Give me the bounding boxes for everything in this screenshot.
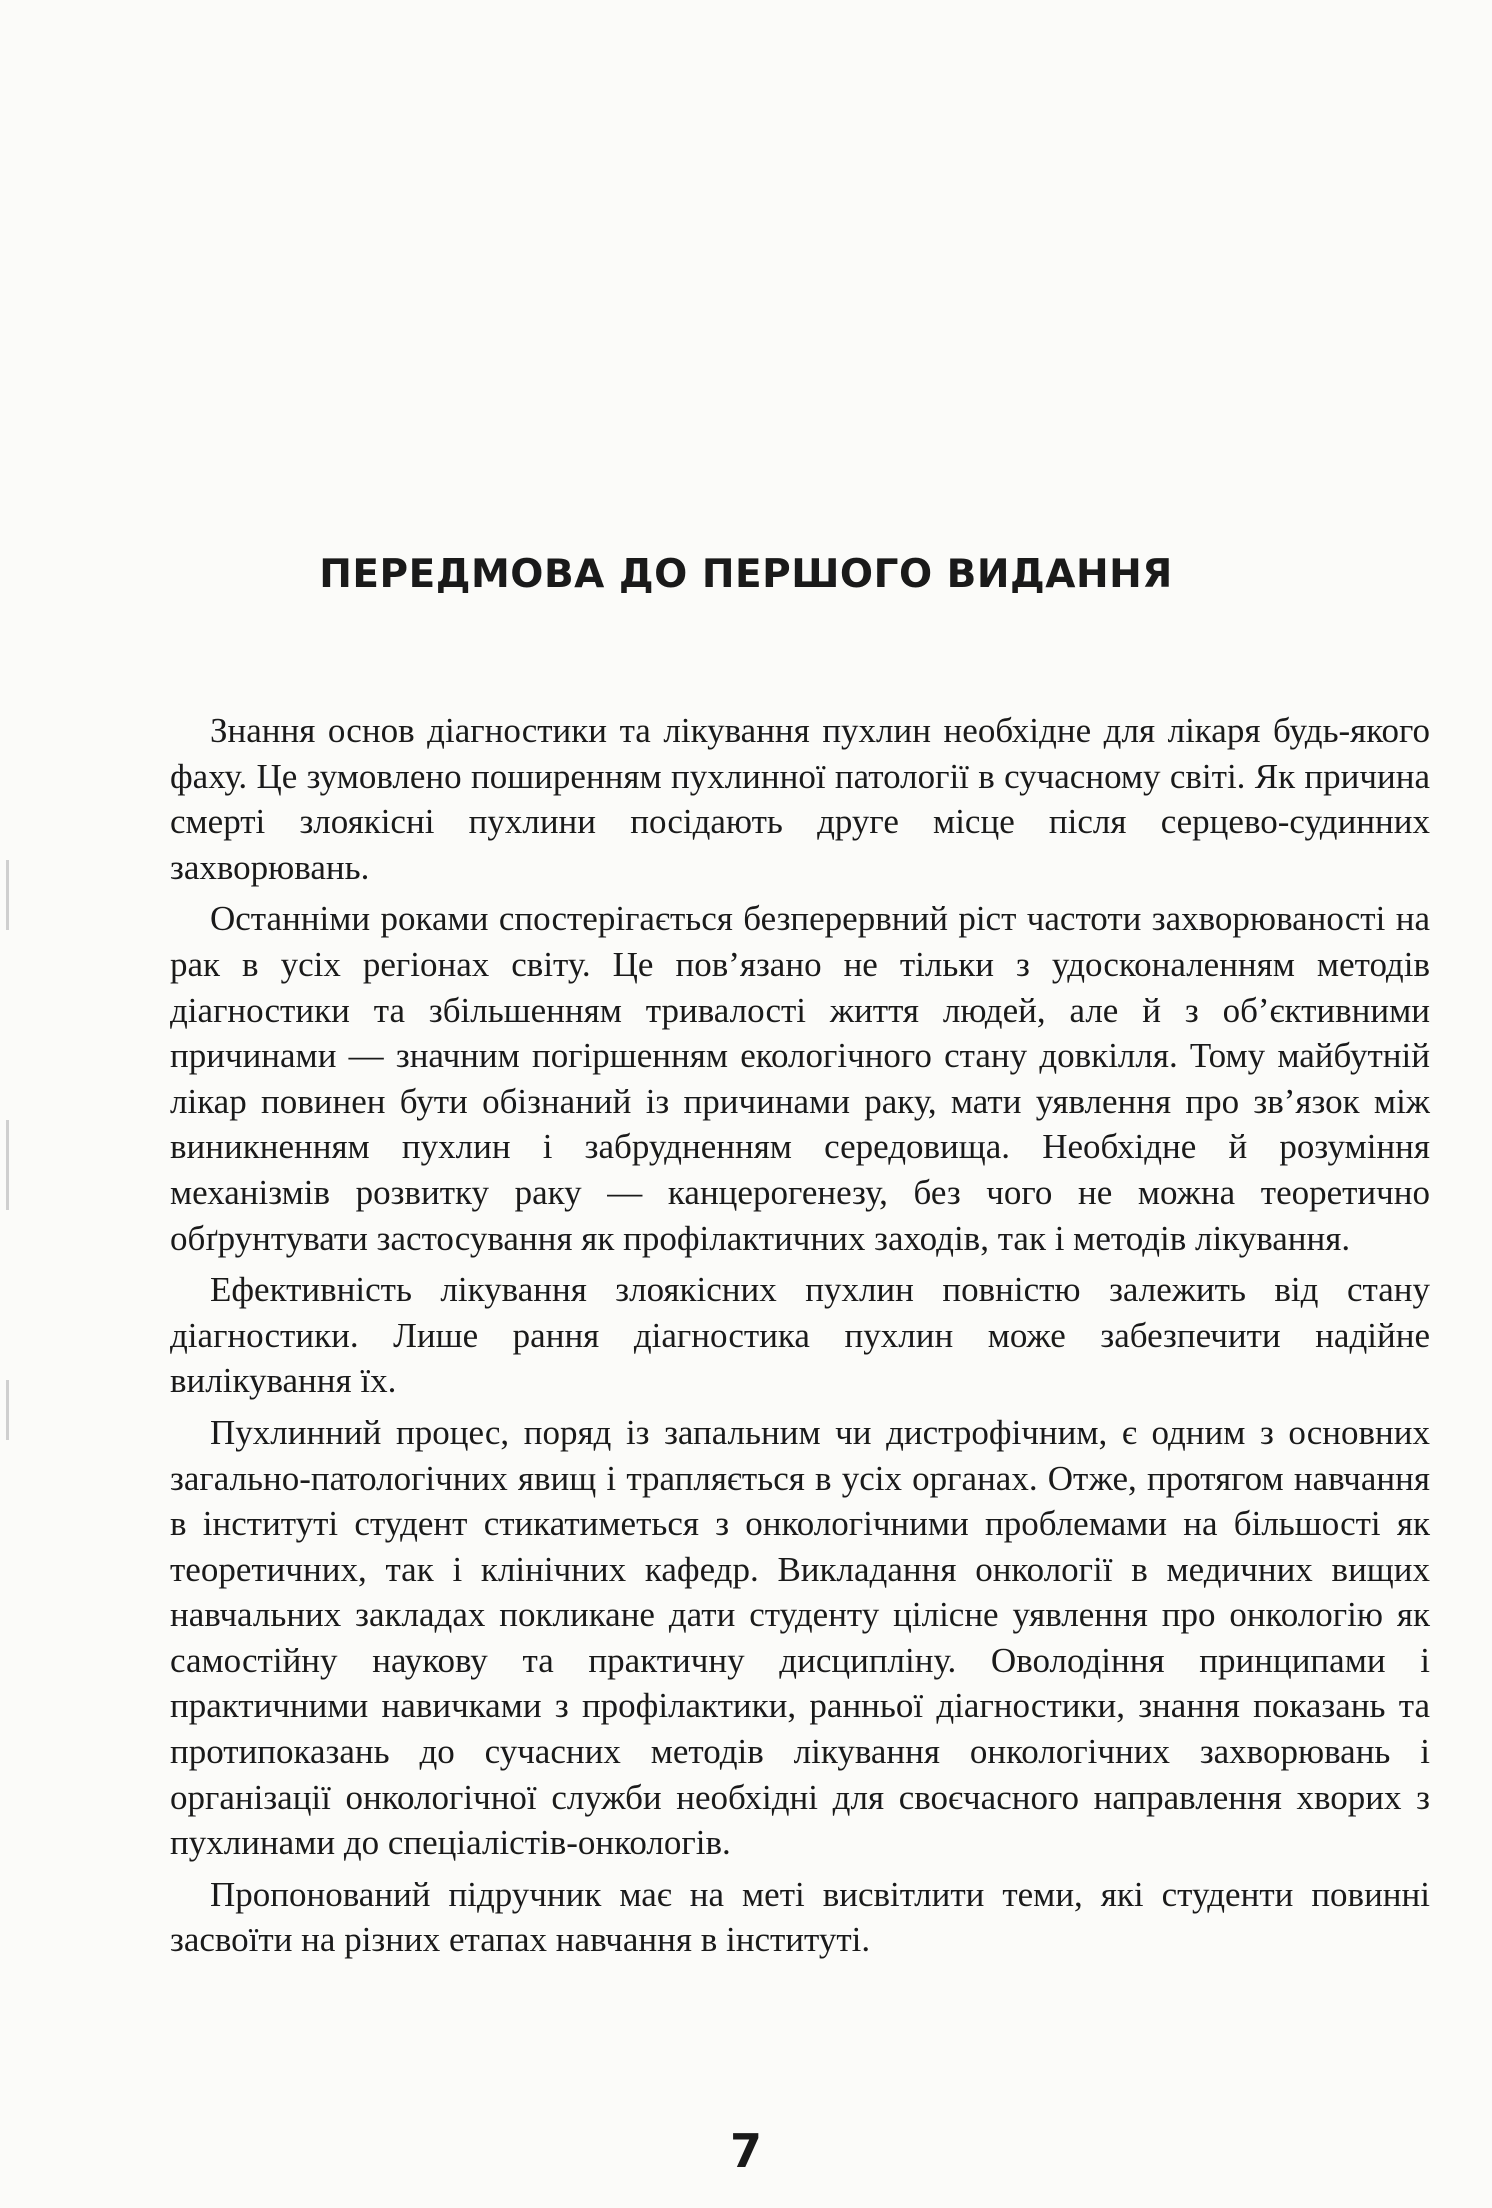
paragraph: Пропонований підручник має на меті висвітлити теми, які студенти повинні засвоїти на різних етапах навчання в інституті. [170, 1874, 1430, 1960]
paragraph: Знання основ діагностики та лікування пухлин необхідне для лікаря будь-якого фаху. Це зумовлено поширенням пухлинної патології в сучасному світі. Як причина смерті злоякісні пухлини посідають друге місце після серцево-судинних захворювань. [170, 711, 1430, 887]
page-number: 7 [729, 2124, 762, 2178]
paragraph: Пухлинний процес, поряд із запальним чи дистрофічним, є одним з основних загально-патологічних явищ і трапляється в усіх органах. Отже, протягом навчання в інституті студент стикатиметься з онкологічними проблемами на більшості як теоретичних, так і клінічних кафедр. Викладання онкології в медичних вищих навчальних закладах покликане дати студенту цілісне уявлення про онкологію як самостійну наукову та практичну дисципліну. Оволодіння принципами і практичними навичками з профілактики, ранньої діагностики, знання показань та протипоказань до сучасних методів лікування онкологічних захворювань і організації онкологічної служби необхідні для своєчасного направлення хворих з пухлинами до спеціалістів-онкологів. [170, 1412, 1430, 1863]
scan-edge-mark [6, 1120, 9, 1210]
body-text [170, 708, 1430, 1969]
scan-edge-mark [6, 1380, 9, 1440]
paragraph: Ефективність лікування злоякісних пухлин повністю залежить від стану діагностики. Лише рання діагностика пухлин може забезпечити надійне вилікування їх. [170, 1270, 1430, 1401]
scan-edge-mark [6, 860, 9, 930]
page-title: ПЕРЕДМОВА ДО ПЕРШОГО ВИДАННЯ [319, 552, 1173, 597]
paragraph: Останніми роками спостерігається безперервний ріст частоти захворюваності на рак в усіх регіонах світу. Це пов’язано не тільки з удосконаленням методів діагностики та збільшенням тривалості життя людей, але й з об’єктивними причинами — значним погіршенням екологічного стану довкілля. Тому майбутній лікар повинен бути обізнаний із причинами раку, мати уявлення про зв’язок між виникненням пухлин і забрудненням середовища. Необхідне й розуміння механізмів розвитку раку — канцерогенезу, без чого не можна теоретично обґрунтувати застосування як профілактичних заходів, так і методів лікування. [170, 899, 1430, 1258]
